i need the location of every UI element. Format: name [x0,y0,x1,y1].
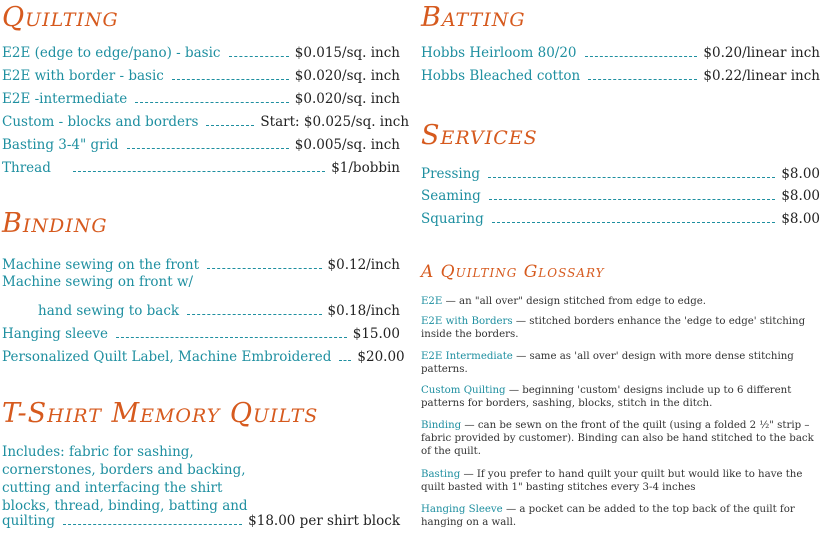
item-name: Hobbs Heirloom 80/20 [421,45,577,62]
services-heading: Services [421,120,538,151]
batting-heading: Batting [421,2,526,33]
price-row [2,155,400,176]
glossary-term: E2E [421,296,443,307]
price-row [421,183,820,204]
description-line: Includes: fabric for sashing, [2,444,194,460]
glossary-title: A Quilting Glossary [421,262,605,282]
leader-dots [492,222,776,223]
leader-dots [206,125,254,126]
item-name: Hobbs Bleached cotton [421,68,581,85]
price-row [2,275,400,296]
price-row [2,252,400,273]
item-price: $0.12/inch [327,257,400,274]
item-price: $0.020/sq. inch [294,68,400,85]
leader-dots [135,102,289,103]
leader-dots [339,360,351,361]
price-row [421,40,820,61]
leader-dots [588,79,697,80]
leader-dots [207,268,321,269]
glossary-term: Custom Quilting [421,385,506,396]
item-price: $0.18/inch [327,303,400,320]
glossary-definition: — can be sewn on the front of the quilt (using a folded 2 ½" strip – fabric provided by customer). Binding can also be hand stitched to the back of the quilt. [421,420,814,457]
glossary-entry [421,503,820,529]
glossary-definition: — same as 'all over' design with more dense stitching patterns. [421,351,794,375]
item-name: Seaming [421,188,481,205]
glossary-definition: — beginning 'custom' designs include up to 6 different patterns for borders, sashing, blocks, stitch in the ditch. [421,385,792,409]
item-name: Hanging sleeve [2,326,108,343]
glossary-entry [421,468,820,494]
item-name: hand sewing to back [38,303,180,320]
leader-dots [73,171,325,172]
glossary-entry [421,315,820,341]
glossary-term: Hanging Sleeve [421,504,503,515]
description-line: blocks, thread, binding, batting and [2,498,248,514]
item-name: Thread [2,160,51,177]
item-price: $0.20/linear inch [703,45,820,62]
price-row [38,298,400,319]
leader-dots [488,177,775,178]
item-name: Pressing [421,166,481,183]
item-price: $0.020/sq. inch [294,91,400,108]
glossary-entry [421,295,820,308]
price-row [421,161,820,182]
item-price: $0.22/linear inch [703,68,820,85]
item-price: $20.00 [357,349,405,366]
quilting-heading: Quilting [2,2,119,33]
item-price: $0.005/sq. inch [294,137,400,154]
price-row [2,109,410,131]
description-line: cutting and interfacing the shirt [2,480,223,496]
glossary-term: E2E Intermediate [421,351,513,362]
leader-dots [127,148,289,149]
leader-dots [489,199,776,200]
glossary-definition: — stitched borders enhance the 'edge to edge' stitching inside the borders. [421,316,806,340]
tshirt-heading: T-Shirt Memory Quilts [2,398,319,429]
glossary-entry [421,384,820,410]
item-price: $15.00 [352,326,400,343]
price-row [2,508,400,529]
binding-heading: Binding [2,208,108,239]
item-price: $8.00 [781,166,820,183]
item-name: E2E with border - basic [2,68,164,85]
item-name: E2E -intermediate [2,91,128,108]
item-price: $8.00 [781,211,820,228]
price-row [2,321,400,342]
glossary-definition: — an "all over" design stitched from edge to edge. [442,296,707,307]
glossary-definition: — If you prefer to hand quilt your quilt but would like to have the quilt basted with 1" basting stitches every 3-4 inches [421,469,803,493]
leader-dots [116,337,347,338]
item-price: Start: $0.025/sq. inch [260,114,410,131]
leader-dots [229,56,289,57]
item-name: E2E (edge to edge/pano) - basic [2,45,221,62]
glossary-entry [421,350,820,376]
price-row [2,63,400,84]
price-row [2,40,400,61]
price-row [2,344,405,366]
leader-dots [172,79,289,80]
item-name: Squaring [421,211,484,228]
item-name: Machine sewing on front w/ [2,274,194,290]
item-price: $8.00 [781,188,820,205]
description-line: cornerstones, borders and backing, [2,462,246,478]
glossary-term: Binding [421,420,462,431]
item-name: Basting 3-4" grid [2,137,119,154]
leader-dots [63,524,242,525]
item-name: Custom - blocks and borders [2,114,199,131]
tshirt-description [2,443,400,515]
leader-dots [585,56,698,57]
glossary-definition: — a pocket can be added to the top back of the quilt for hanging on a wall. [421,504,795,528]
item-price: $1/bobbin [331,160,400,177]
item-name: Machine sewing on the front [2,257,200,274]
leader-dots [187,314,321,315]
price-row [421,63,820,84]
glossary-entry [421,419,820,458]
price-row [2,86,400,107]
item-name: Personalized Quilt Label, Machine Embroidered [2,349,332,366]
glossary-term: E2E with Borders [421,316,513,327]
item-name: quilting [2,513,56,530]
item-price: $0.015/sq. inch [294,45,400,62]
price-row [421,206,820,227]
price-row [2,132,400,153]
glossary-term: Basting [421,469,461,480]
item-price: $18.00 per shirt block [248,513,400,530]
